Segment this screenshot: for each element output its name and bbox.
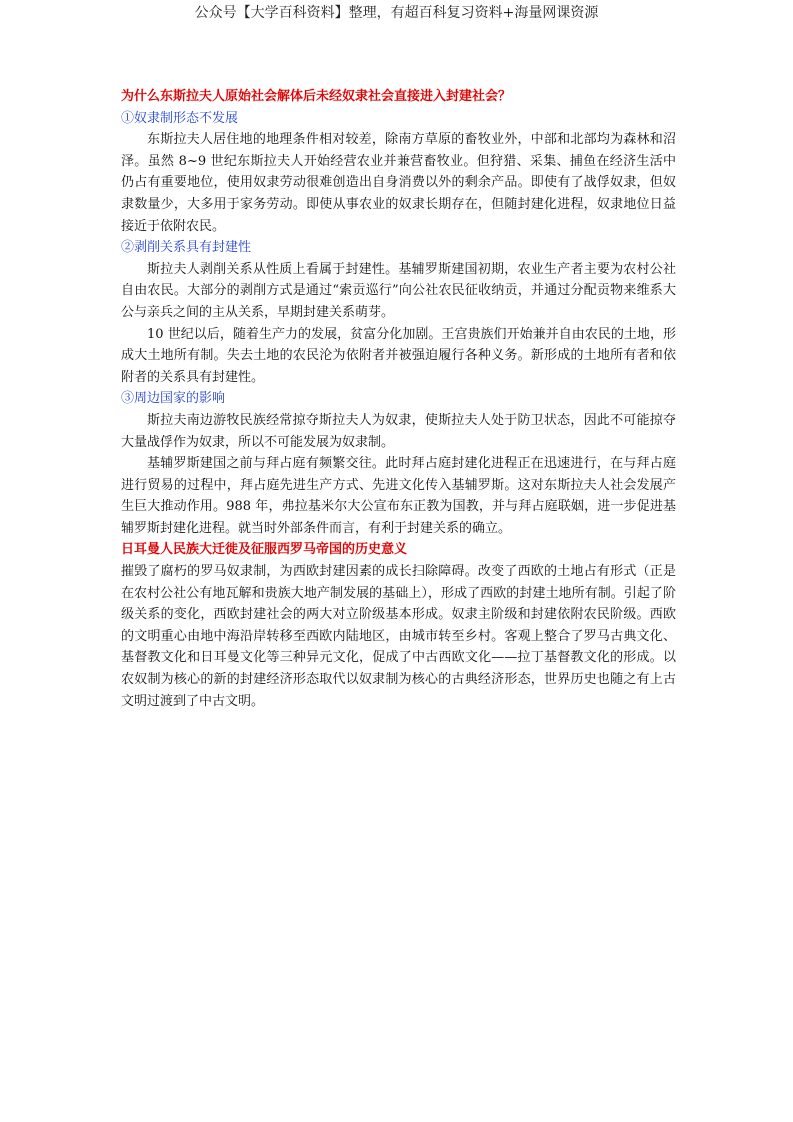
subsection-1-paragraph-1: 东斯拉夫人居住地的地理条件相对较差，除南方草原的畜牧业外，中部和北部均为森林和沼泽。虽然 8~9 世纪东斯拉夫人开始经营农业并兼营畜牧业。但狩猎、采集、捕鱼在经济生活中仍占有重要地位，使用奴隶劳动很难创造出自身消费以外的剩余产品。即使有了战俘奴隶，但奴隶数量少，大多用于家务劳动。即使从事农业的奴隶长期存在，但随封建化进程，奴隶地位日益接近于依附农民。 <box>121 132 676 234</box>
document-body <box>121 86 676 712</box>
section-2-title: 日耳曼人民族大迁徙及征服西罗马帝国的历史意义 <box>121 542 408 558</box>
section-1-title: 为什么东斯拉夫人原始社会解体后未经奴隶社会直接进入封建社会？ <box>121 89 512 104</box>
subsection-1-title: ①奴隶制形态不发展 <box>121 110 239 126</box>
page-header: 公众号【大学百科资料】整理，有超百科复习资料+海量网课资源 <box>194 5 599 21</box>
subsection-2-title: ②剥削关系具有封建性 <box>121 240 252 256</box>
subsection-3-paragraph-1: 斯拉夫南边游牧民族经常掠夺斯拉夫人为奴隶，使斯拉夫人处于防卫状态，因此不可能掠夺大量战俘作为奴隶，所以不可能发展为奴隶制。 <box>121 412 676 450</box>
subsection-2-paragraph-2: 10 世纪以后，随着生产力的发展，贫富分化加剧。王宫贵族们开始兼并自由农民的土地，形成大土地所有制。失去土地的农民沦为依附者并被强迫履行各种义务。新形成的土地所有者和依附者的关系具有封建性。 <box>121 326 676 385</box>
section-2-paragraph: 摧毁了腐朽的罗马奴隶制，为西欧封建因素的成长扫除障碍。改变了西欧的土地占有形式（正是在农村公社公有地瓦解和贵族大地产制发展的基础上），形成了西欧的封建土地所有制。引起了阶级关系的变化，西欧封建社会的两大对立阶级基本形成。奴隶主阶级和封建依附农民阶级。西欧的文明重心由地中海沿岸转移至西欧内陆地区，由城市转至乡村。客观上整合了罗马古典文化、基督教文化和日耳曼文化等三种异元文化，促成了中古西欧文化——拉丁基督教文化的形成。以农奴制为核心的新的封建经济形态取代以奴隶制为核心的古典经济形态，世界历史也随之有上古文明过渡到了中古文明。 <box>121 564 676 709</box>
subsection-3-title: ③周边国家的影响 <box>121 391 226 407</box>
subsection-3-paragraph-2: 基辅罗斯建国之前与拜占庭有频繁交往。此时拜占庭封建化进程正在迅速进行，在与拜占庭进行贸易的过程中，拜占庭先进生产方式、先进文化传入基辅罗斯。这对东斯拉夫人社会发展产生巨大推动作用。988 年，弗拉基米尔大公宣布东正教为国教，并与拜占庭联姻，进一步促进基辅罗斯封建化进程。就当时外部条件而言，有利于封建关系的确立。 <box>121 456 676 536</box>
subsection-2-paragraph-1: 斯拉夫人剥削关系从性质上看属于封建性。基辅罗斯建国初期，农业生产者主要为农村公社自由农民。大部分的剥削方式是通过“索贡巡行”向公社农民征收纳贡，并通过分配贡物来维系大公与亲兵之间的主从关系，早期封建关系萌芽。 <box>121 261 676 320</box>
